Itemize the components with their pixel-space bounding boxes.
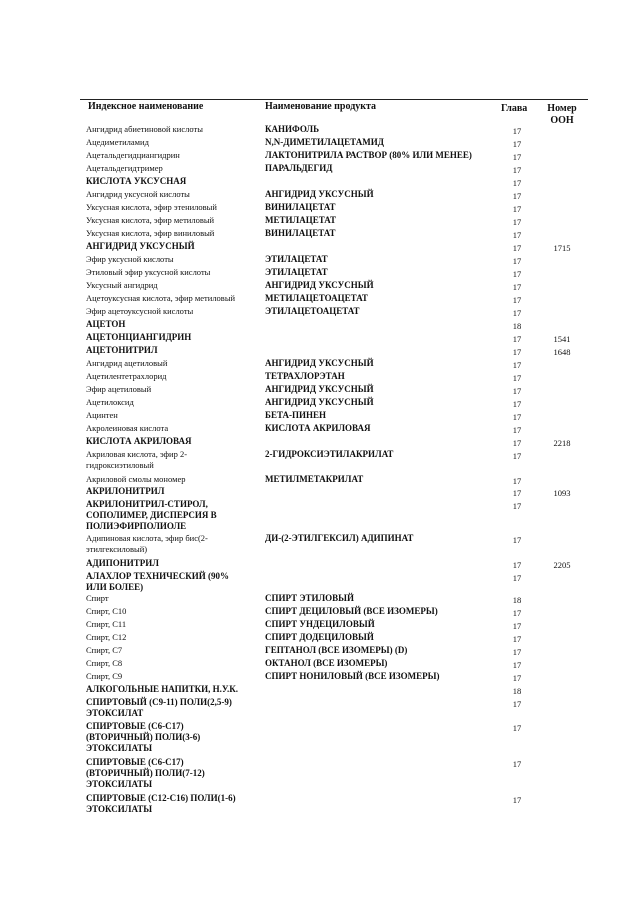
table-row — [0, 306, 640, 319]
product-name-cell: КИСЛОТА АКРИЛОВАЯ — [265, 423, 371, 433]
product-name-cell: ЭТИЛАЦЕТАТ — [265, 254, 328, 264]
index-name-cell: Спирт, С7 — [86, 645, 123, 655]
chapter-cell: 17 — [512, 217, 522, 227]
chapter-cell: 17 — [512, 560, 522, 570]
table-row — [0, 606, 640, 619]
chapter-cell: 17 — [512, 488, 522, 498]
index-name-cell: КИСЛОТА УКСУСНАЯ — [86, 176, 187, 186]
index-name-cell: АКРИЛОНИТРИЛ — [86, 486, 165, 496]
chapter-cell: 17 — [512, 399, 522, 409]
table-row — [0, 632, 640, 645]
un-number-cell: 1541 — [553, 334, 571, 344]
chapter-cell: 17 — [512, 347, 522, 357]
chapter-cell: 17 — [512, 573, 522, 583]
table-row — [0, 410, 640, 423]
header-product-name: Наименование продукта — [265, 101, 377, 112]
table-row — [0, 697, 640, 721]
index-name-cell: Ацетальдегидтример — [86, 163, 163, 173]
product-name-cell: СПИРТ УНДЕЦИЛОВЫЙ — [265, 619, 375, 629]
index-name-cell: СПИРТОВЫЕ (С6-С17) (ВТОРИЧНЫЙ) ПОЛИ(3-6) ЭТОКСИЛАТЫ — [86, 721, 201, 753]
product-name-cell: АНГИДРИД УКСУСНЫЙ — [265, 397, 374, 407]
index-table — [0, 124, 640, 817]
product-name-cell: АНГИДРИД УКСУСНЫЙ — [265, 384, 374, 394]
table-row — [0, 486, 640, 499]
index-name-cell: Спирт, С12 — [86, 632, 127, 642]
table-row — [0, 358, 640, 371]
chapter-cell: 17 — [512, 386, 522, 396]
un-number-cell: 1648 — [553, 347, 571, 357]
table-row — [0, 293, 640, 306]
index-name-cell: Ацетальдегидциангидрин — [86, 150, 180, 160]
index-name-cell: Акриловой смолы мономер — [86, 474, 186, 484]
index-name-cell: Акриловая кислота, эфир 2-гидроксиэтиловый — [86, 449, 188, 470]
table-row — [0, 558, 640, 571]
index-name-cell: Адипиновая кислота, эфир бис(2-этилгексиловый) — [86, 533, 208, 554]
index-name-cell: АЦЕТОНИТРИЛ — [86, 345, 158, 355]
chapter-cell: 17 — [512, 243, 522, 253]
table-row — [0, 215, 640, 228]
index-name-cell: СПИРТОВЫЙ (С9-11) ПОЛИ(2,5-9) ЭТОКСИЛАТ — [86, 697, 232, 718]
un-number-cell: 2218 — [553, 438, 571, 448]
chapter-cell: 17 — [512, 165, 522, 175]
table-row — [0, 228, 640, 241]
index-name-cell: Эфир ацетоуксусной кислоты — [86, 306, 194, 316]
chapter-cell: 17 — [512, 269, 522, 279]
chapter-cell: 18 — [512, 686, 522, 696]
product-name-cell: МЕТИЛАЦЕТОАЦЕТАТ — [265, 293, 368, 303]
index-name-cell: АНГИДРИД УКСУСНЫЙ — [86, 241, 195, 251]
table-row — [0, 124, 640, 137]
table-row — [0, 793, 640, 817]
index-name-cell: Спирт — [86, 593, 109, 603]
chapter-cell: 17 — [512, 621, 522, 631]
product-name-cell: ОКТАНОЛ (ВСЕ ИЗОМЕРЫ) — [265, 658, 388, 668]
chapter-cell: 17 — [512, 438, 522, 448]
table-row — [0, 619, 640, 632]
chapter-cell: 17 — [512, 673, 522, 683]
index-name-cell: Уксусный ангидрид — [86, 280, 158, 290]
chapter-cell: 17 — [512, 126, 522, 136]
table-row — [0, 371, 640, 384]
chapter-cell: 17 — [512, 204, 522, 214]
product-name-cell: N,N-ДИМЕТИЛАЦЕТАМИД — [265, 137, 384, 147]
table-row — [0, 137, 640, 150]
table-row — [0, 593, 640, 606]
product-name-cell: ЭТИЛАЦЕТОАЦЕТАТ — [265, 306, 360, 316]
index-name-cell: АДИПОНИТРИЛ — [86, 558, 159, 568]
product-name-cell: СПИРТ НОНИЛОВЫЙ (ВСЕ ИЗОМЕРЫ) — [265, 671, 440, 681]
table-row — [0, 533, 640, 558]
table-row — [0, 721, 640, 757]
index-name-cell: Ацетилоксид — [86, 397, 134, 407]
table-row — [0, 319, 640, 332]
table-row — [0, 671, 640, 684]
product-name-cell: АНГИДРИД УКСУСНЫЙ — [265, 280, 374, 290]
index-name-cell: Уксусная кислота, эфир этениловый — [86, 202, 217, 212]
table-row — [0, 474, 640, 486]
chapter-cell: 17 — [512, 295, 522, 305]
chapter-cell: 17 — [512, 282, 522, 292]
table-row — [0, 189, 640, 202]
table-row — [0, 163, 640, 176]
chapter-cell: 17 — [512, 608, 522, 618]
index-name-cell: АЦЕТОН — [86, 319, 126, 329]
chapter-cell: 17 — [512, 699, 522, 709]
chapter-cell: 18 — [512, 595, 522, 605]
index-name-cell: Спирт, С9 — [86, 671, 123, 681]
table-row — [0, 449, 640, 474]
header-un-number: Номер ООН — [547, 103, 577, 126]
product-name-cell: СПИРТ ДЕЦИЛОВЫЙ (ВСЕ ИЗОМЕРЫ) — [265, 606, 438, 616]
table-row — [0, 280, 640, 293]
product-name-cell: КАНИФОЛЬ — [265, 124, 320, 134]
chapter-cell: 17 — [512, 360, 522, 370]
chapter-cell: 17 — [512, 152, 522, 162]
chapter-cell: 17 — [512, 723, 522, 733]
table-row — [0, 202, 640, 215]
un-number-cell: 1715 — [553, 243, 571, 253]
product-name-cell: ГЕПТАНОЛ (ВСЕ ИЗОМЕРЫ) (D) — [265, 645, 408, 655]
product-name-cell: СПИРТ ДОДЕЦИЛОВЫЙ — [265, 632, 374, 642]
index-name-cell: Спирт, С11 — [86, 619, 127, 629]
product-name-cell: АНГИДРИД УКСУСНЫЙ — [265, 189, 374, 199]
index-name-cell: Ацетилентетрахлорид — [86, 371, 167, 381]
table-row — [0, 684, 640, 697]
chapter-cell: 17 — [512, 425, 522, 435]
index-name-cell: Этиловый эфир уксусной кислоты — [86, 267, 211, 277]
chapter-cell: 17 — [512, 647, 522, 657]
table-row — [0, 150, 640, 163]
table-row — [0, 397, 640, 410]
index-name-cell: АЛАХЛОР ТЕХНИЧЕСКИЙ (90% ИЛИ БОЛЕЕ) — [86, 571, 230, 592]
product-name-cell: МЕТИЛАЦЕТАТ — [265, 215, 336, 225]
product-name-cell: МЕТИЛМЕТАКРИЛАТ — [265, 474, 364, 484]
header-index-name: Индексное наименование — [88, 101, 204, 112]
header-top-rule — [80, 99, 588, 100]
table-row — [0, 267, 640, 280]
index-name-cell: Ацетоуксусная кислота, эфир метиловый — [86, 293, 236, 303]
product-name-cell: ДИ-(2-ЭТИЛГЕКСИЛ) АДИПИНАТ — [265, 533, 414, 543]
chapter-cell: 17 — [512, 412, 522, 422]
product-name-cell: ЛАКТОНИТРИЛА РАСТВОР (80% ИЛИ МЕНЕЕ) — [265, 150, 472, 160]
table-row — [0, 176, 640, 189]
index-name-cell: АКРИЛОНИТРИЛ-СТИРОЛ, СОПОЛИМЕР, ДИСПЕРСИЯ В ПОЛИЭФИРПОЛИОЛЕ — [86, 499, 217, 531]
chapter-cell: 17 — [512, 634, 522, 644]
chapter-cell: 17 — [512, 795, 522, 805]
chapter-cell: 17 — [512, 373, 522, 383]
index-name-cell: АЦЕТОНЦИАНГИДРИН — [86, 332, 192, 342]
table-row — [0, 436, 640, 449]
chapter-cell: 17 — [512, 334, 522, 344]
index-name-cell: СПИРТОВЫЕ (С6-С17) (ВТОРИЧНЫЙ) ПОЛИ(7-12) ЭТОКСИЛАТЫ — [86, 757, 205, 789]
table-row — [0, 499, 640, 533]
index-name-cell: КИСЛОТА АКРИЛОВАЯ — [86, 436, 192, 446]
product-name-cell: ЭТИЛАЦЕТАТ — [265, 267, 328, 277]
chapter-cell: 17 — [512, 139, 522, 149]
table-row — [0, 658, 640, 671]
product-name-cell: ПАРАЛЬДЕГИД — [265, 163, 333, 173]
table-row — [0, 332, 640, 345]
table-row — [0, 423, 640, 436]
product-name-cell: БЕТА-ПИНЕН — [265, 410, 327, 420]
chapter-cell: 17 — [512, 451, 522, 461]
table-row — [0, 757, 640, 793]
table-row — [0, 645, 640, 658]
chapter-cell: 17 — [512, 535, 522, 545]
index-name-cell: Уксусная кислота, эфир метиловый — [86, 215, 215, 225]
un-number-cell: 2205 — [553, 560, 571, 570]
product-name-cell: АНГИДРИД УКСУСНЫЙ — [265, 358, 374, 368]
index-name-cell: Уксусная кислота, эфир виниловый — [86, 228, 215, 238]
index-name-cell: СПИРТОВЫЕ (С12-С16) ПОЛИ(1-6) ЭТОКСИЛАТЫ — [86, 793, 236, 814]
index-name-cell: Спирт, С10 — [86, 606, 127, 616]
product-name-cell: 2-ГИДРОКСИЭТИЛАКРИЛАТ — [265, 449, 394, 459]
table-row — [0, 571, 640, 593]
chapter-cell: 17 — [512, 476, 522, 486]
index-name-cell: Эфир ацетиловый — [86, 384, 152, 394]
product-name-cell: ТЕТРАХЛОРЭТАН — [265, 371, 345, 381]
index-name-cell: Спирт, С8 — [86, 658, 123, 668]
index-name-cell: Ацедиметиламид — [86, 137, 149, 147]
index-name-cell: Ангидрид ацетиловый — [86, 358, 168, 368]
table-row — [0, 241, 640, 254]
chapter-cell: 17 — [512, 660, 522, 670]
chapter-cell: 17 — [512, 308, 522, 318]
chapter-cell: 17 — [512, 501, 522, 511]
table-row — [0, 384, 640, 397]
chapter-cell: 17 — [512, 178, 522, 188]
index-name-cell: АЛКОГОЛЬНЫЕ НАПИТКИ, Н.У.К. — [86, 684, 239, 694]
header-chapter: Глава — [501, 103, 528, 114]
index-name-cell: Ангидрид уксусной кислоты — [86, 189, 190, 199]
index-name-cell: Ацинтен — [86, 410, 118, 420]
chapter-cell: 17 — [512, 191, 522, 201]
product-name-cell: ВИНИЛАЦЕТАТ — [265, 228, 336, 238]
product-name-cell: ВИНИЛАЦЕТАТ — [265, 202, 336, 212]
chapter-cell: 17 — [512, 256, 522, 266]
index-name-cell: Эфир уксусной кислоты — [86, 254, 174, 264]
product-name-cell: СПИРТ ЭТИЛОВЫЙ — [265, 593, 355, 603]
chapter-cell: 18 — [512, 321, 522, 331]
chapter-cell: 17 — [512, 759, 522, 769]
table-row — [0, 345, 640, 358]
table-row — [0, 254, 640, 267]
index-name-cell: Акролеиновая кислота — [86, 423, 169, 433]
index-name-cell: Ангидрид абиетиновой кислоты — [86, 124, 203, 134]
un-number-cell: 1093 — [553, 488, 571, 498]
chapter-cell: 17 — [512, 230, 522, 240]
